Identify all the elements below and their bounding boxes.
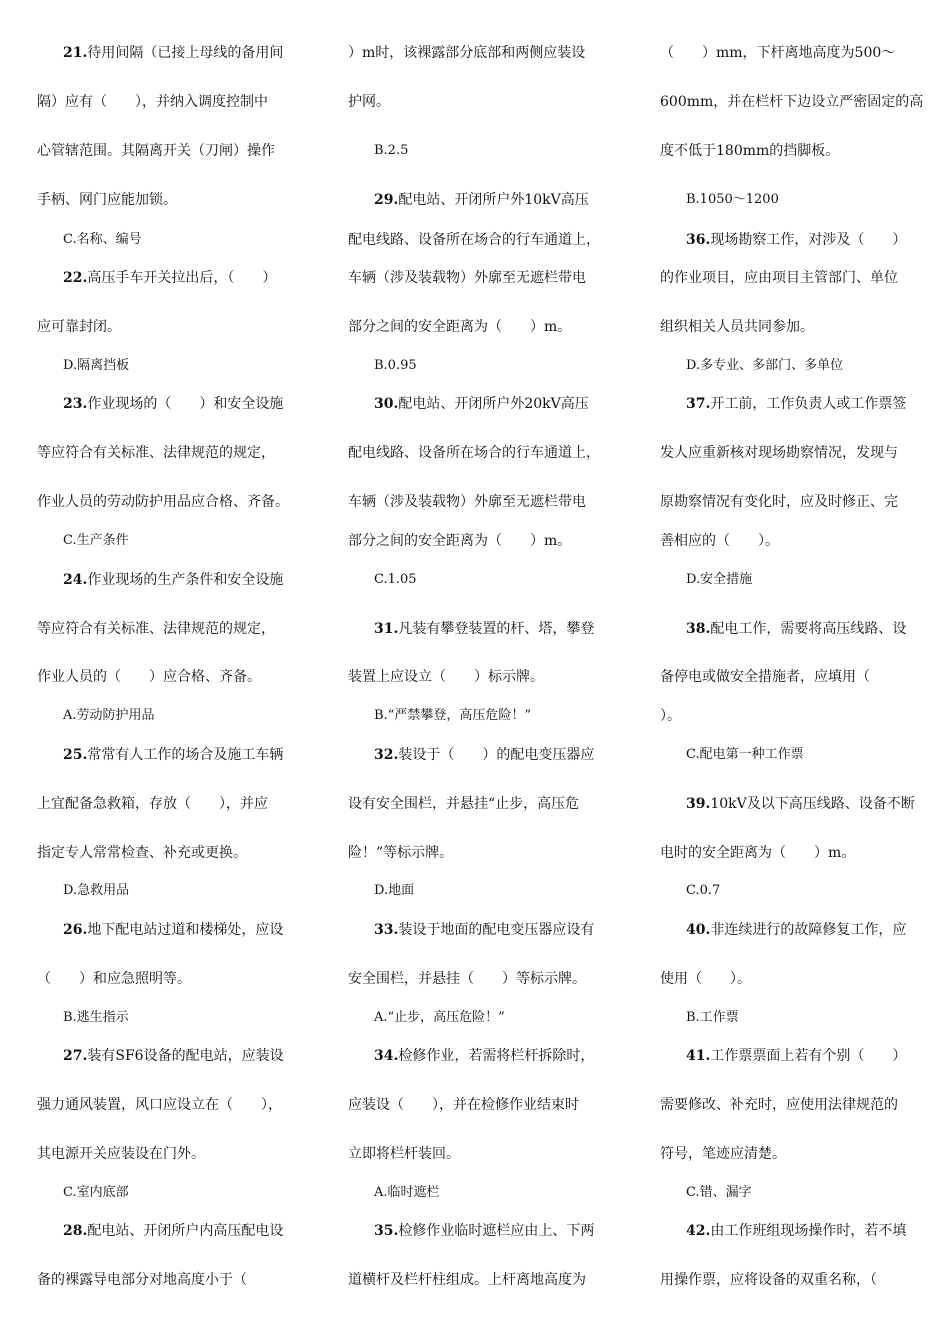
answer-line: D.隔离挡板 bbox=[63, 358, 130, 373]
question-number: 41. bbox=[686, 1048, 711, 1064]
question-start-line bbox=[374, 619, 594, 639]
text-line: （ ）和应急照明等。 bbox=[37, 971, 191, 987]
text-line: 隔）应有（ ），并纳入调度控制中 bbox=[37, 94, 268, 110]
text-line: 险！”等标示牌。 bbox=[348, 845, 454, 861]
question-number: 32. bbox=[374, 747, 399, 763]
question-text: 配电站、开闭所户内高压配电设 bbox=[87, 1223, 284, 1239]
question-number: 35. bbox=[374, 1223, 399, 1239]
answer-line: B.2.5 bbox=[374, 143, 409, 158]
text-line: 护网。 bbox=[348, 94, 390, 110]
text-line: 其电源开关应装设在门外。 bbox=[37, 1146, 205, 1162]
question-number: 42. bbox=[686, 1223, 711, 1239]
answer-line: D.急救用品 bbox=[63, 883, 130, 898]
question-start-line bbox=[63, 745, 283, 765]
text-line: 道横杆及栏杆柱组成。上杆离地高度为 bbox=[348, 1272, 586, 1288]
question-number: 33. bbox=[374, 922, 399, 938]
text-line: 上宜配备急救箱，存放（ ），并应 bbox=[37, 796, 268, 812]
question-text: 配电站、开闭所户外10kV高压 bbox=[398, 192, 589, 208]
text-line: 指定专人常常检查、补充或更换。 bbox=[37, 845, 247, 861]
question-number: 30. bbox=[374, 396, 399, 412]
question-number: 27. bbox=[63, 1048, 88, 1064]
question-start-line bbox=[63, 1046, 284, 1066]
text-line: 度不低于180mm的挡脚板。 bbox=[660, 143, 840, 159]
text-line: 发人应重新核对现场勘察情况，发现与 bbox=[660, 445, 898, 461]
text-line: 应装设（ ），并在检修作业结束时 bbox=[348, 1097, 579, 1113]
question-text: 工作票票面上若有个别（ ） bbox=[710, 1048, 907, 1064]
question-start-line bbox=[686, 1046, 906, 1066]
question-number: 38. bbox=[686, 621, 711, 637]
text-line: 用操作票，应将设备的双重名称，（ bbox=[660, 1272, 877, 1288]
answer-line: A.“止步，高压危险！” bbox=[374, 1010, 505, 1025]
question-number: 37. bbox=[686, 396, 711, 412]
answer-line: A.劳动防护用品 bbox=[63, 708, 155, 723]
text-line: 作业人员的（ ）应合格、齐备。 bbox=[37, 669, 261, 685]
question-text: 检修作业临时遮栏应由上、下两 bbox=[398, 1223, 595, 1239]
text-line: 的作业项目，应由项目主管部门、单位 bbox=[660, 270, 898, 286]
text-line: 电时的安全距离为（ ）m。 bbox=[660, 845, 856, 861]
question-start-line bbox=[686, 920, 906, 940]
question-start-line bbox=[374, 1046, 594, 1066]
question-number: 26. bbox=[63, 922, 88, 938]
answer-line: B.“严禁攀登，高压危险！” bbox=[374, 708, 531, 723]
question-text: 常常有人工作的场合及施工车辆 bbox=[87, 747, 284, 763]
question-start-line bbox=[374, 745, 594, 765]
text-line: 装置上应设立（ ）标示牌。 bbox=[348, 669, 544, 685]
question-text: 现场勘察工作，对涉及（ ） bbox=[710, 232, 907, 248]
question-start-line bbox=[686, 619, 906, 639]
answer-line: D.安全措施 bbox=[686, 572, 753, 587]
question-text: 高压手车开关拉出后，（ ） bbox=[87, 270, 277, 286]
text-line: 心管辖范围。其隔离开关（刀闸）操作 bbox=[37, 143, 275, 159]
question-number: 34. bbox=[374, 1048, 399, 1064]
text-line: 车辆（涉及装载物）外廓至无遮栏带电 bbox=[348, 494, 586, 510]
answer-line: B.1050～1200 bbox=[686, 192, 779, 207]
question-text: 配电站、开闭所户外20kV高压 bbox=[398, 396, 589, 412]
question-number: 22. bbox=[63, 270, 88, 286]
question-text: 装有SF6设备的配电站，应装设 bbox=[87, 1048, 284, 1064]
answer-line: C.1.05 bbox=[374, 572, 417, 587]
text-line: 备的裸露导电部分对地高度小于（ bbox=[37, 1272, 247, 1288]
question-text: 装设于地面的配电变压器应设有 bbox=[398, 922, 595, 938]
text-line: 600mm，并在栏杆下边设立严密固定的高 bbox=[660, 94, 924, 110]
question-text: 待用间隔（已接上母线的备用间 bbox=[87, 45, 284, 61]
text-line: 备停电或做安全措施者，应填用（ bbox=[660, 669, 870, 685]
question-text: 作业现场的（ ）和安全设施 bbox=[87, 396, 284, 412]
question-start-line bbox=[374, 190, 589, 210]
question-start-line bbox=[374, 1221, 594, 1241]
text-line: 符号，笔迹应清楚。 bbox=[660, 1146, 786, 1162]
question-number: 21. bbox=[63, 45, 88, 61]
answer-line: C.名称、编号 bbox=[63, 232, 142, 247]
text-line: ）m时，该裸露部分底部和两侧应装设 bbox=[348, 45, 586, 61]
answer-line: D.多专业、多部门、多单位 bbox=[686, 358, 844, 373]
text-line: 善相应的（ ）。 bbox=[660, 533, 779, 549]
text-line: 等应符合有关标准、法律规范的规定， bbox=[37, 621, 275, 637]
answer-line: C.错、漏字 bbox=[686, 1185, 752, 1200]
question-text: 作业现场的生产条件和安全设施 bbox=[87, 572, 284, 588]
question-number: 28. bbox=[63, 1223, 88, 1239]
question-start-line bbox=[63, 1221, 283, 1241]
text-line: 等应符合有关标准、法律规范的规定， bbox=[37, 445, 275, 461]
question-start-line bbox=[63, 920, 283, 940]
question-start-line bbox=[686, 794, 915, 814]
question-number: 23. bbox=[63, 396, 88, 412]
question-number: 25. bbox=[63, 747, 88, 763]
answer-line: C.室内底部 bbox=[63, 1185, 129, 1200]
answer-line: C.0.7 bbox=[686, 883, 721, 898]
question-text: 地下配电站过道和楼梯处，应设 bbox=[87, 922, 284, 938]
question-number: 40. bbox=[686, 922, 711, 938]
question-start-line bbox=[374, 394, 589, 414]
text-line: 配电线路、设备所在场合的行车通道上， bbox=[348, 232, 600, 248]
question-start-line bbox=[686, 230, 906, 250]
text-line: 部分之间的安全距离为（ ）m。 bbox=[348, 533, 572, 549]
question-text: 凡装有攀登装置的杆、塔，攀登 bbox=[398, 621, 595, 637]
question-number: 39. bbox=[686, 796, 711, 812]
question-text: 配电工作，需要将高压线路、设 bbox=[710, 621, 907, 637]
question-start-line bbox=[63, 43, 283, 63]
text-line: 作业人员的劳动防护用品应合格、齐备。 bbox=[37, 494, 289, 510]
text-line: ）。 bbox=[660, 708, 681, 724]
text-line: 原勘察情况有变化时，应及时修正、完 bbox=[660, 494, 898, 510]
answer-line: D.地面 bbox=[374, 883, 415, 898]
question-start-line bbox=[63, 394, 283, 414]
answer-line: A.临时遮栏 bbox=[374, 1185, 440, 1200]
question-start-line bbox=[686, 394, 906, 414]
question-number: 24. bbox=[63, 572, 88, 588]
question-text: 由工作班组现场操作时，若不填 bbox=[710, 1223, 907, 1239]
text-line: 需要修改、补充时，应使用法律规范的 bbox=[660, 1097, 898, 1113]
question-text: 装设于（ ）的配电变压器应 bbox=[398, 747, 595, 763]
question-text: 10kV及以下高压线路、设备不断 bbox=[710, 796, 915, 812]
question-number: 31. bbox=[374, 621, 399, 637]
answer-line: B.工作票 bbox=[686, 1010, 739, 1025]
text-line: 手柄、网门应能加锁。 bbox=[37, 192, 177, 208]
text-line: 强力通风装置，风口应设立在（ ）， bbox=[37, 1097, 282, 1113]
text-line: 设有安全围栏，并悬挂“止步，高压危 bbox=[348, 796, 580, 812]
text-line: 车辆（涉及装载物）外廓至无遮栏带电 bbox=[348, 270, 586, 286]
text-line: 安全围栏，并悬挂（ ）等标示牌。 bbox=[348, 971, 586, 987]
text-line: 配电线路、设备所在场合的行车通道上， bbox=[348, 445, 600, 461]
question-start-line bbox=[374, 920, 594, 940]
question-text: 检修作业，若需将栏杆拆除时， bbox=[398, 1048, 595, 1064]
question-start-line bbox=[63, 268, 276, 288]
answer-line: B.逃生指示 bbox=[63, 1010, 129, 1025]
text-line: 部分之间的安全距离为（ ）m。 bbox=[348, 319, 572, 335]
text-line: 应可靠封闭。 bbox=[37, 319, 121, 335]
text-line: 组织相关人员共同参加。 bbox=[660, 319, 814, 335]
question-start-line bbox=[63, 570, 283, 590]
text-line: （ ）mm，下杆离地高度为500～ bbox=[660, 45, 896, 61]
text-line: 使用（ ）。 bbox=[660, 971, 751, 987]
text-line: 立即将栏杆装回。 bbox=[348, 1146, 460, 1162]
question-number: 29. bbox=[374, 192, 399, 208]
question-text: 非连续进行的故障修复工作，应 bbox=[710, 922, 907, 938]
answer-line: C.生产条件 bbox=[63, 533, 129, 548]
question-start-line bbox=[686, 1221, 906, 1241]
answer-line: B.0.95 bbox=[374, 358, 417, 373]
question-number: 36. bbox=[686, 232, 711, 248]
question-text: 开工前，工作负责人或工作票签 bbox=[710, 396, 907, 412]
answer-line: C.配电第一种工作票 bbox=[686, 747, 804, 762]
